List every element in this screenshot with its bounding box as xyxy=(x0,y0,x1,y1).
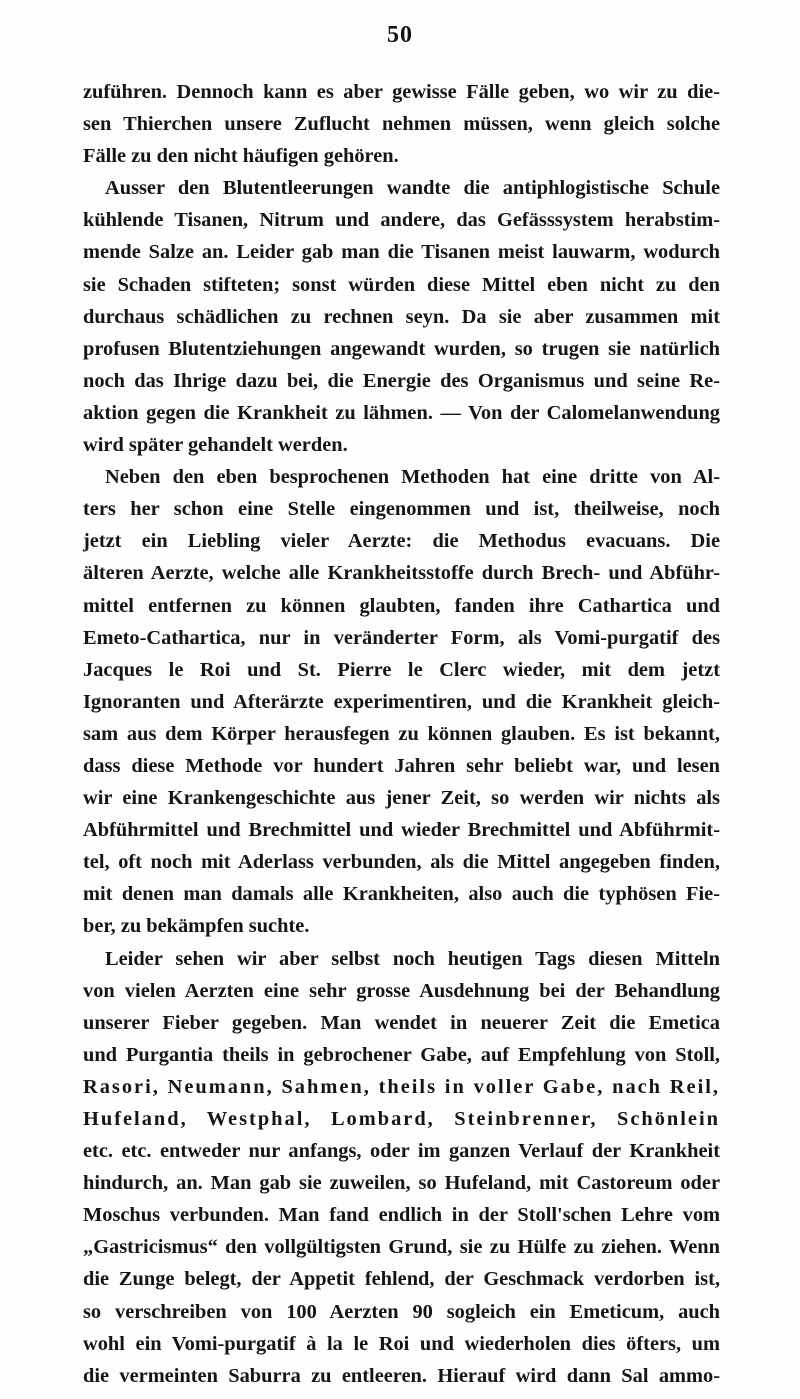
text-line: und Purgantia theils in gebrochener Gabe, auf Empfehlung von Stoll, xyxy=(83,1043,720,1066)
text-line: tel, oft noch mit Aderlass verbunden, als die Mittel angegeben finden, xyxy=(83,851,720,874)
text-line: die vermeinten Saburra zu entleeren. Hierauf wird dann Sal ammo- xyxy=(83,1364,720,1387)
text-line: mit denen man damals alle Krankheiten, also auch die typhösen Fie- xyxy=(83,883,720,906)
text-line: aktion gegen die Krankheit zu lähmen. — Von der Calomelanwendung xyxy=(83,401,720,424)
text-line: Ausser den Blutentleerungen wandte die antiphlogistische Schule xyxy=(105,177,720,200)
paragraph-3 xyxy=(83,461,720,942)
text-line: mittel entfernen zu können glaubten, fanden ihre Cathartica und xyxy=(83,594,720,617)
text-line: etc. etc. entweder nur anfangs, oder im ganzen Verlauf der Krankheit xyxy=(83,1140,720,1163)
text-line: wird später gehandelt werden. xyxy=(83,434,348,457)
text-line: so verschreiben von 100 Aerzten 90 sogleich ein Emeticum, auch xyxy=(83,1300,720,1323)
text-line: wir eine Krankengeschichte aus jener Zeit, so werden wir nichts als xyxy=(83,787,720,810)
paragraph-1 xyxy=(83,76,720,172)
paragraph-2 xyxy=(83,172,720,461)
text-line: Hufeland, Westphal, Lombard, Steinbrenner, Schönlein xyxy=(83,1108,720,1130)
text-line: ters her schon eine Stelle eingenommen und ist, theilweise, noch xyxy=(83,498,720,521)
text-line: „Gastricismus“ den vollgültigsten Grund, sie zu Hülfe zu ziehen. Wenn xyxy=(83,1236,720,1259)
text-line: mende Salze an. Leider gab man die Tisanen meist lauwarm, wodurch xyxy=(83,241,720,264)
text-line: unserer Fieber gegeben. Man wendet in neuerer Zeit die Emetica xyxy=(83,1011,720,1034)
text-line: zuführen. Dennoch kann es aber gewisse Fälle geben, wo wir zu die- xyxy=(83,81,720,103)
text-line: Moschus verbunden. Man fand endlich in der Stoll'schen Lehre vom xyxy=(83,1204,720,1227)
text-line: Emeto-Cathartica, nur in veränderter Form, als Vomi-purgatif des xyxy=(83,626,720,649)
text-line: kühlende Tisanen, Nitrum und andere, das Gefässsystem herabstim- xyxy=(83,209,720,232)
paragraph-4 xyxy=(83,943,720,1392)
text-line: Neben den eben besprochenen Methoden hat eine dritte von Al- xyxy=(105,466,720,489)
text-line: die Zunge belegt, der Appetit fehlend, der Geschmack verdorben ist, xyxy=(83,1268,720,1291)
text-line: sen Thierchen unsere Zuflucht nehmen müssen, wenn gleich solche xyxy=(83,113,720,136)
text-line: Rasori, Neumann, Sahmen, theils in voller Gabe, nach Reil, xyxy=(83,1075,720,1098)
text-line: ber, zu bekämpfen suchte. xyxy=(83,915,310,938)
text-line: Fälle zu den nicht häufigen gehören. xyxy=(83,145,399,168)
text-line: wohl ein Vomi-purgatif à la le Roi und wiederholen dies öfters, um xyxy=(83,1332,720,1355)
text-line: von vielen Aerzten eine sehr grosse Ausdehnung bei der Behandlung xyxy=(83,979,720,1002)
text-line: Abführmittel und Brechmittel und wieder Brechmittel und Abführmit- xyxy=(83,819,720,842)
text-line: sie Schaden stifteten; sonst würden diese Mittel eben nicht zu den xyxy=(83,273,720,296)
text-line: Leider sehen wir aber selbst noch heutigen Tags diesen Mitteln xyxy=(105,947,720,970)
page-number: 50 xyxy=(387,22,413,48)
text-line: Ignoranten und Afterärzte experimentiren, und die Krankheit gleich- xyxy=(83,690,720,713)
text-line: hindurch, an. Man gab sie zuweilen, so Hufeland, mit Castoreum oder xyxy=(83,1172,720,1195)
text-line: durchaus schädlichen zu rechnen seyn. Da sie aber zusammen mit xyxy=(83,305,720,328)
text-line: jetzt ein Liebling vieler Aerzte: die Methodus evacuans. Die xyxy=(83,530,720,553)
text-line: sam aus dem Körper herausfegen zu können glauben. Es ist bekannt, xyxy=(83,722,720,745)
text-line: älteren Aerzte, welche alle Krankheitsstoffe durch Brech- und Abführ- xyxy=(83,562,720,585)
text-line: dass diese Methode vor hundert Jahren sehr beliebt war, und lesen xyxy=(83,754,720,777)
text-line: noch das Ihrige dazu bei, die Energie des Organismus und seine Re- xyxy=(83,369,720,392)
text-line: profusen Blutentziehungen angewandt wurden, so trugen sie natürlich xyxy=(83,337,720,360)
text-line: Jacques le Roi und St. Pierre le Clerc wieder, mit dem jetzt xyxy=(83,658,720,681)
body-text xyxy=(83,76,720,1392)
